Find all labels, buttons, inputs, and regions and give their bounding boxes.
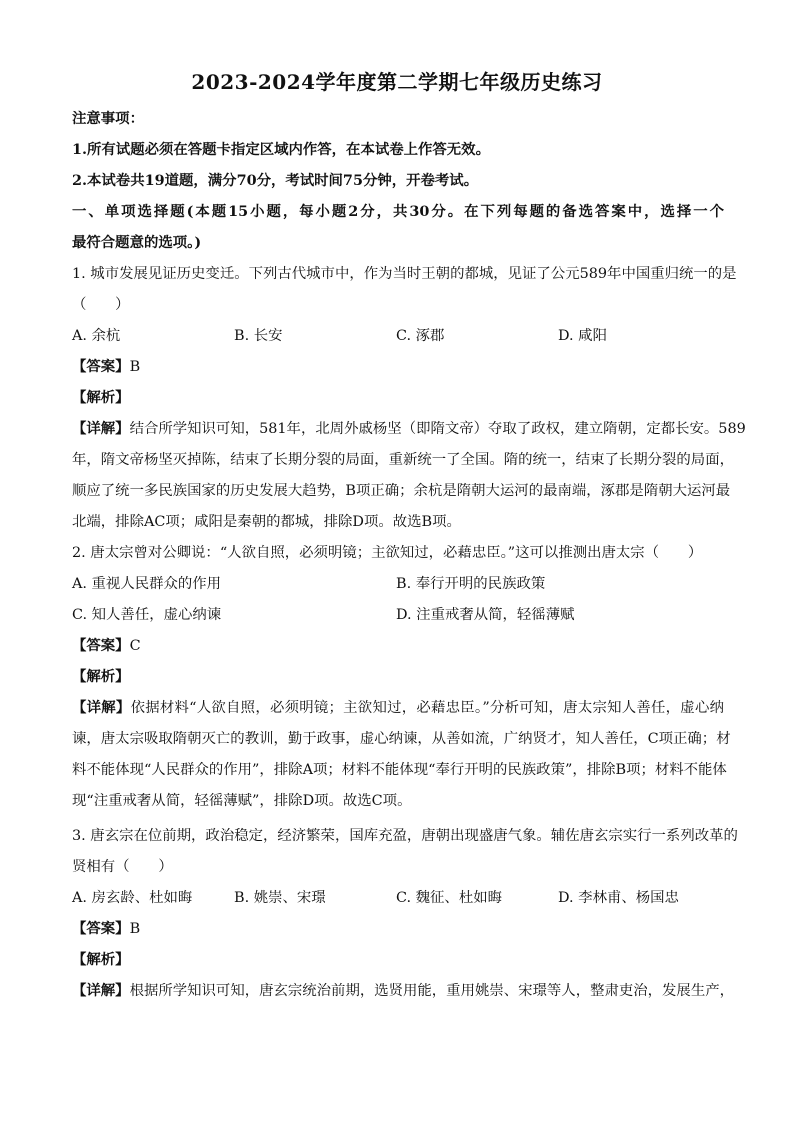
- q3-option-c: C. 魏征、杜如晦: [396, 890, 502, 906]
- notice-item-2: 2.本试卷共19道题，满分70分，考试时间75分钟，开卷考试。: [72, 172, 479, 189]
- q1-option-d: D. 咸阳: [558, 328, 607, 344]
- q2-option-c: C. 知人善任，虚心纳谏: [72, 607, 222, 623]
- q2-analysis-label: [72, 668, 724, 686]
- q1-option-a: A. 余杭: [72, 328, 121, 344]
- detail-label: 【详解】: [72, 982, 130, 999]
- q2-answer: [72, 637, 724, 655]
- section-heading-line-1: 一、单项选择题(本题15小题，每小题2分，共30分。在下列每题的备选答案中，选择一个: [72, 203, 724, 220]
- q2-detail-line-3: 料不能体现“人民群众的作用”，排除A项；材料不能体现“奉行开明的民族政策”，排除B项；材料不能体: [72, 762, 727, 778]
- q3-stem-line-1: 3. 唐玄宗在位前期，政治稳定，经济繁荣，国库充盈，唐朝出现盛唐气象。辅佐唐玄宗实行一系列改革的: [72, 828, 738, 844]
- q3-option-a: A. 房玄龄、杜如晦: [72, 890, 193, 906]
- answer-label: 【答案】: [72, 358, 130, 375]
- q3-detail-text-1: 根据所学知识可知，唐玄宗统治前期，选贤用能，重用姚崇、宋璟等人，整肃吏治，发展生产，: [129, 983, 734, 999]
- detail-label: 【详解】: [72, 699, 131, 716]
- q2-detail-text-1: 依据材料“人欲自照，必须明镜；主欲知过，必藉忠臣。”分析可知，唐太宗知人善任，虚心纳: [130, 700, 724, 716]
- q3-answer-value: B: [129, 921, 141, 937]
- analysis-label: 【解析】: [72, 668, 130, 685]
- q2-answer-value: C: [129, 638, 141, 654]
- q1-detail-line-2: 年，隋文帝杨坚灭掉陈，结束了长期分裂的局面，重新统一了全国。隋的统一，结束了长期分裂的局面，: [72, 452, 734, 468]
- page-title: 2023-2024学年度第二学期七年级历史练习: [191, 70, 603, 94]
- q1-analysis-label: [72, 389, 724, 407]
- q1-detail-line-4: 北端，排除AC项；咸阳是秦朝的都城，排除D项。故选B项。: [72, 514, 461, 530]
- q2-detail-line-4: 现“注重戒奢从简，轻徭薄赋”，排除D项。故选C项。: [72, 793, 412, 809]
- q3-answer: [72, 920, 724, 938]
- q2-stem-line-1: 2. 唐太宗曾对公卿说：“人欲自照，必须明镜；主欲知过，必藉忠臣。”这可以推测出唐太宗（ ）: [72, 545, 703, 561]
- q1-stem-line-2: （ ）: [72, 297, 130, 313]
- analysis-label: 【解析】: [72, 389, 130, 406]
- q2-detail-line-1: [72, 699, 724, 717]
- answer-label: 【答案】: [72, 920, 130, 937]
- q2-option-b: B. 奉行开明的民族政策: [396, 576, 546, 592]
- q3-analysis-label: [72, 951, 724, 969]
- answer-label: 【答案】: [72, 637, 130, 654]
- q2-option-a: A. 重视人民群众的作用: [72, 576, 222, 592]
- q3-detail-line-1: [72, 982, 734, 1000]
- q1-answer: [72, 358, 724, 376]
- q2-detail-line-2: 谏，唐太宗吸取隋朝灭亡的教训，勤于政事，虚心纳谏，从善如流，广纳贤才，知人善任，C项正确；材: [72, 731, 731, 747]
- q1-detail-line-1: [72, 420, 746, 438]
- q1-option-c: C. 涿郡: [396, 328, 445, 344]
- q1-detail-text-1: 结合所学知识可知，581年，北周外戚杨坚（即隋文帝）夺取了政权，建立隋朝，定都长安。589: [129, 421, 746, 437]
- q1-detail-line-3: 顺应了统一多民族国家的历史发展大趋势，B项正确；余杭是隋朝大运河的最南端，涿郡是隋朝大运河最: [72, 483, 731, 499]
- q3-option-b: B. 姚崇、宋璟: [234, 890, 326, 906]
- detail-label: 【详解】: [72, 420, 130, 437]
- analysis-label: 【解析】: [72, 951, 130, 968]
- q1-answer-value: B: [129, 359, 141, 375]
- q3-stem-line-2: 贤相有（ ）: [72, 859, 173, 875]
- q2-option-d: D. 注重戒奢从简，轻徭薄赋: [396, 607, 575, 623]
- notice-item-1: 1.所有试题必须在答题卡指定区域内作答，在本试卷上作答无效。: [72, 141, 490, 158]
- notice-heading: 注意事项：: [72, 110, 144, 127]
- q1-option-b: B. 长安: [234, 328, 283, 344]
- section-heading-line-2: 最符合题意的选项。): [72, 234, 202, 251]
- q3-option-d: D. 李林甫、杨国忠: [558, 890, 679, 906]
- q1-stem-line-1: 1. 城市发展见证历史变迁。下列古代城市中，作为当时王朝的都城，见证了公元589年中国重归统一的是: [72, 266, 737, 282]
